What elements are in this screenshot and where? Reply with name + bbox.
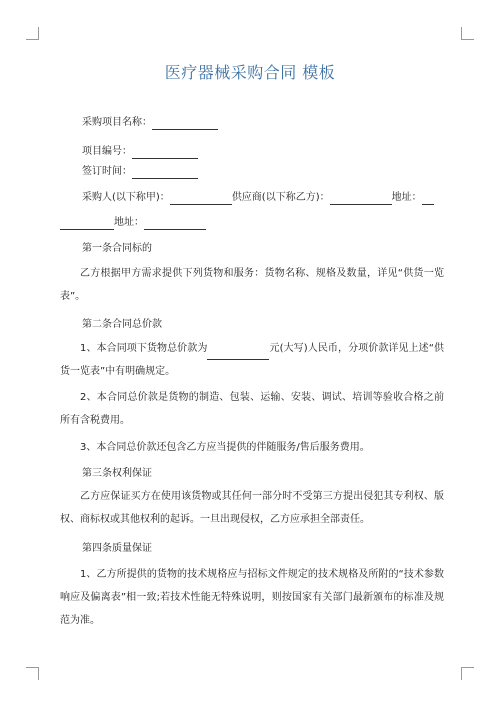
- section-2-paragraph-1: [60, 337, 444, 383]
- field-address1-label: 地址：: [391, 192, 422, 203]
- field-address2-blank[interactable]: [144, 218, 206, 230]
- section-1-paragraph: 乙方根据甲方需求提供下列货物和服务：货物名称、规格及数量，详见“供货一览表”。: [60, 268, 444, 302]
- total-price-blank[interactable]: [207, 345, 269, 360]
- field-buyer-blank[interactable]: [170, 193, 232, 205]
- field-sign-time-label: 签订时间：: [82, 166, 132, 177]
- corner-mark-top-left: [26, 27, 39, 40]
- section-1-heading: 第一条合同标的: [82, 243, 152, 254]
- field-buyer-label: 采购人(以下称甲)：: [82, 192, 170, 203]
- field-project-no-label: 项目编号：: [82, 146, 132, 157]
- field-sign-time: [82, 165, 198, 179]
- field-parties: [82, 191, 434, 205]
- field-project-no: [82, 145, 198, 159]
- field-project-name-blank[interactable]: [152, 118, 218, 130]
- field-address1-blank-cont[interactable]: [60, 218, 114, 230]
- field-project-no-blank[interactable]: [132, 147, 198, 159]
- section-2-paragraph-2: 2、本合同总价款是货物的制造、包装、运输、安装、调试、培训等验收合格之前所有含税费用。: [60, 392, 444, 426]
- field-address1-blank[interactable]: [422, 193, 434, 205]
- field-sign-time-blank[interactable]: [132, 167, 198, 179]
- field-project-name: [82, 116, 218, 130]
- section-2-heading: 第二条合同总价款: [82, 319, 162, 330]
- section-4-heading: 第四条质量保证: [82, 543, 152, 554]
- field-address2-label: 地址：: [114, 217, 144, 228]
- field-project-name-label: 采购项目名称：: [82, 117, 152, 128]
- corner-mark-top-right: [461, 27, 474, 40]
- section-2-paragraph-3: 3、本合同总价款还包含乙方应当提供的伴随服务/售后服务费用。: [80, 442, 370, 453]
- field-supplier-blank[interactable]: [330, 193, 392, 205]
- field-address2: [60, 216, 206, 230]
- corner-mark-bottom-right: [461, 667, 474, 680]
- section-2-p1-text-a: 1、本合同项下货物总价款为: [80, 343, 208, 354]
- corner-mark-bottom-left: [26, 667, 39, 680]
- document-title: 医疗器械采购合同 模板: [164, 63, 336, 82]
- section-3-paragraph: 乙方应保证买方在使用该货物或其任何一部分时不受第三方提出侵犯其专利权、版权、商标权或其他权利的起诉。一旦出现侵权，乙方应承担全部责任。: [60, 491, 444, 525]
- section-3-heading: 第三条权利保证: [82, 468, 152, 479]
- section-2-p1-text-b: 元(大写)人民币，分项价款详见上述“供货一览表”中有明确规定。: [60, 343, 444, 377]
- field-supplier-label: 供应商(以下称乙方)：: [231, 192, 330, 203]
- section-4-paragraph: 1、乙方所提供的货物的技术规格应与招标文件规定的技术规格及所附的“技术参数响应及偏离表”相一致;若技术性能无特殊说明，则按国家有关部门最新颁布的标准及规范为准。: [60, 569, 444, 626]
